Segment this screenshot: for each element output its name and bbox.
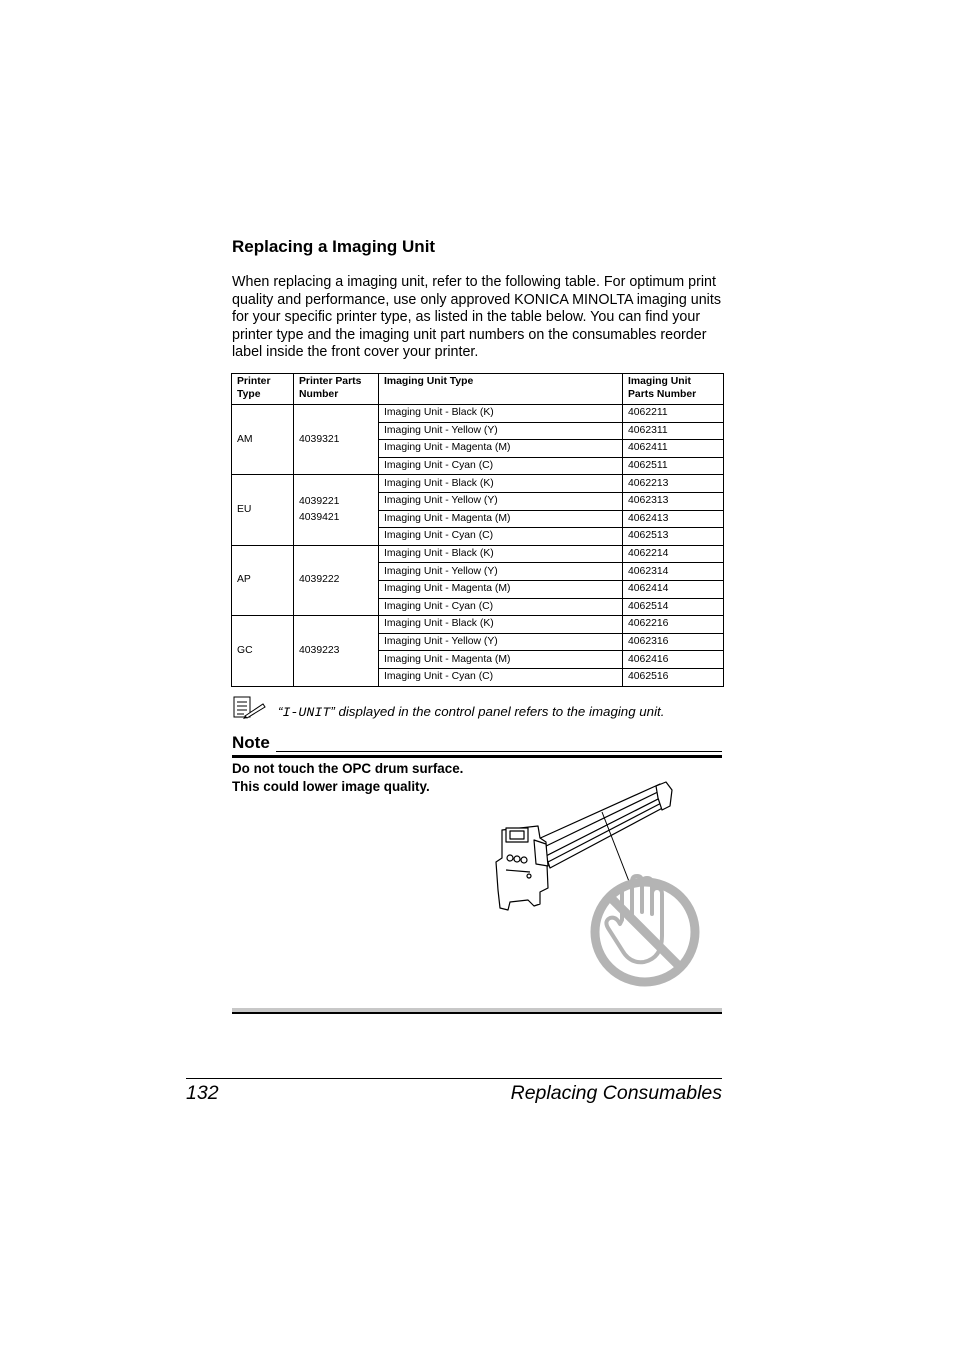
tip-rest: ” displayed in the control panel refers to the imaging unit. — [330, 704, 665, 719]
imaging-unit-part-number-cell: 4062411 — [623, 440, 724, 458]
imaging-unit-type-cell: Imaging Unit - Cyan (C) — [379, 598, 623, 616]
table-header-row — [232, 374, 724, 405]
chapter-title: Replacing Consumables — [510, 1082, 722, 1104]
note-rule-thick — [232, 755, 722, 758]
imaging-unit-type-cell: Imaging Unit - Yellow (Y) — [379, 563, 623, 581]
imaging-unit-part-number-cell: 4062414 — [623, 580, 724, 598]
imaging-unit-part-number-cell: 4062511 — [623, 457, 724, 475]
printer-parts-cell — [294, 475, 379, 545]
table-row — [232, 616, 724, 634]
imaging-unit-type-cell: Imaging Unit - Magenta (M) — [379, 651, 623, 669]
parts-table-body — [232, 405, 724, 687]
tip-code: I-UNIT — [282, 705, 331, 720]
header-printer-parts: Printer Parts Number — [294, 374, 379, 405]
intro-paragraph: When replacing a imaging unit, refer to the following table. For optimum print quality and performance, use only approved KONICA MINOLTA imaging units for your specific printer type, as listed in the table below. You can find your printer type and the imaging unit part numbers on the consumables reorder label inside the front cover your printer. — [232, 274, 721, 361]
table-row — [232, 405, 724, 423]
printer-part-number: 4039222 — [299, 574, 340, 586]
imaging-unit-type-cell: Imaging Unit - Cyan (C) — [379, 528, 623, 546]
imaging-unit-part-number-cell: 4062316 — [623, 633, 724, 651]
header-printer-type: Printer Type — [232, 374, 294, 405]
printer-part-number: 4039321 — [299, 433, 340, 445]
header-unit-parts: Imaging Unit Parts Number — [623, 374, 724, 405]
table-row — [232, 545, 724, 563]
imaging-unit-part-number-cell: 4062314 — [623, 563, 724, 581]
imaging-unit-part-number-cell: 4062514 — [623, 598, 724, 616]
note-text: Do not touch the OPC drum surface. This could lower image quality. — [232, 761, 464, 794]
printer-type-cell: AP — [232, 545, 294, 615]
imaging-unit-part-number-cell: 4062516 — [623, 668, 724, 686]
imaging-unit-type-cell: Imaging Unit - Yellow (Y) — [379, 633, 623, 651]
imaging-unit-type-cell: Imaging Unit - Black (K) — [379, 545, 623, 563]
header-unit-type: Imaging Unit Type — [379, 374, 623, 405]
section-title: Replacing a Imaging Unit — [232, 237, 436, 256]
tip-text — [278, 704, 664, 720]
imaging-unit-type-cell: Imaging Unit - Yellow (Y) — [379, 492, 623, 510]
printer-type-cell: AM — [232, 405, 294, 475]
note-pencil-icon — [233, 696, 267, 720]
note-label: Note — [232, 733, 270, 752]
table-row — [232, 475, 724, 493]
imaging-unit-part-number-cell: 4062416 — [623, 651, 724, 669]
printer-part-number: 4039223 — [299, 644, 340, 656]
imaging-unit-part-number-cell: 4062213 — [623, 475, 724, 493]
imaging-unit-type-cell: Imaging Unit - Magenta (M) — [379, 440, 623, 458]
imaging-unit-type-cell: Imaging Unit - Magenta (M) — [379, 510, 623, 528]
imaging-unit-type-cell: Imaging Unit - Yellow (Y) — [379, 422, 623, 440]
printer-parts-cell — [294, 405, 379, 475]
note-end-rule — [232, 1012, 722, 1014]
imaging-unit-type-cell: Imaging Unit - Black (K) — [379, 475, 623, 493]
imaging-unit-part-number-cell: 4062413 — [623, 510, 724, 528]
imaging-unit-part-number-cell: 4062211 — [623, 405, 724, 423]
imaging-unit-type-cell: Imaging Unit - Cyan (C) — [379, 668, 623, 686]
printer-part-number: 4039421 — [299, 512, 340, 524]
imaging-unit-type-cell: Imaging Unit - Cyan (C) — [379, 457, 623, 475]
tip-open-quote: “ — [278, 704, 283, 719]
printer-type-cell: GC — [232, 616, 294, 686]
imaging-unit-part-number-cell: 4062313 — [623, 492, 724, 510]
imaging-unit-part-number-cell: 4062311 — [623, 422, 724, 440]
page-number: 132 — [186, 1082, 219, 1104]
imaging-unit-part-number-cell: 4062513 — [623, 528, 724, 546]
note-rule-thin — [276, 751, 722, 752]
no-touch-hand-icon — [490, 778, 705, 990]
imaging-unit-part-number-cell: 4062216 — [623, 616, 724, 634]
printer-type-cell: EU — [232, 475, 294, 545]
printer-part-number: 4039221 — [299, 496, 340, 508]
printer-parts-cell — [294, 616, 379, 686]
imaging-unit-type-cell: Imaging Unit - Black (K) — [379, 616, 623, 634]
imaging-unit-type-cell: Imaging Unit - Black (K) — [379, 405, 623, 423]
imaging-unit-part-number-cell: 4062214 — [623, 545, 724, 563]
imaging-unit-type-cell: Imaging Unit - Magenta (M) — [379, 580, 623, 598]
footer-rule — [186, 1078, 722, 1079]
printer-parts-cell — [294, 545, 379, 615]
parts-table — [231, 373, 724, 687]
